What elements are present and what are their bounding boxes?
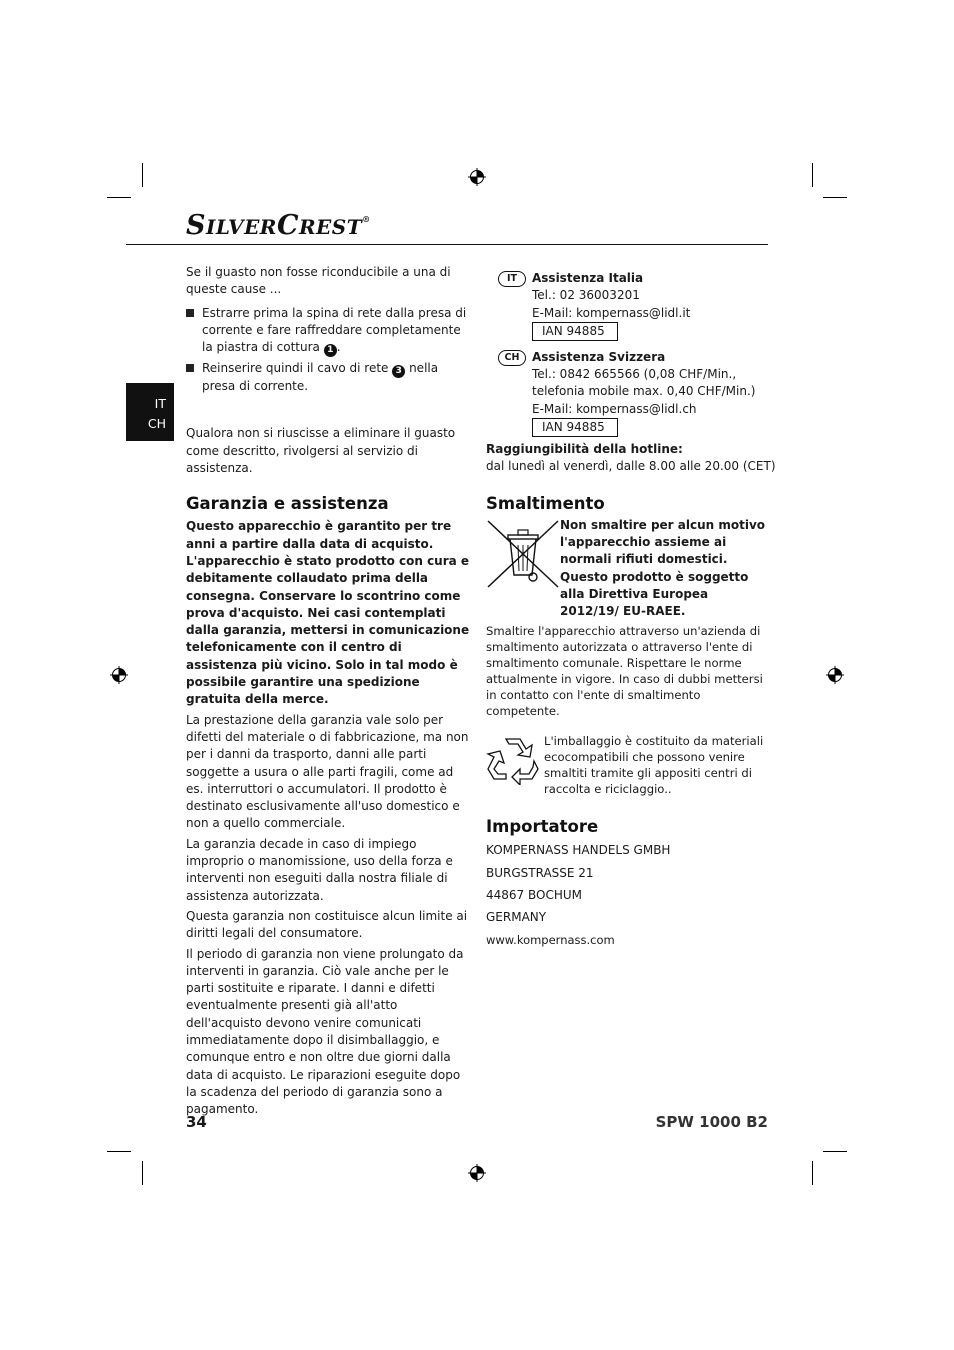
country-badge-ch: CH <box>498 350 526 366</box>
service-italy-email: E-Mail: kompernass@lidl.it <box>532 305 691 320</box>
crop-mark <box>823 1151 847 1152</box>
bullet-square-icon <box>186 309 194 317</box>
importer-city: 44867 BOCHUM <box>486 888 582 903</box>
warranty-paragraph: La garanzia decade in caso di impiego improprio o manomissione, uso della forza e interventi non eseguiti dalla nostra filiale di assistenza autorizzata. <box>186 836 453 903</box>
troubleshoot-intro: Se il guasto non fosse riconducibile a una di queste cause ... <box>186 265 451 297</box>
importer-heading: Importatore <box>486 817 599 837</box>
language-tab-it: IT <box>154 396 166 411</box>
part-number-badge: 1 <box>324 344 337 357</box>
registration-mark-icon <box>826 666 844 684</box>
left-column <box>186 264 470 1118</box>
crop-mark <box>142 1161 143 1185</box>
crop-mark <box>812 1161 813 1185</box>
ian-box: IAN 94885 <box>532 418 618 437</box>
disposal-text: Smaltire l'apparecchio attraverso un'azienda di smaltimento autorizzata o attraverso l'ente di smaltimento comunale. Rispettare le norme attualmente in vigore. In caso di dubbi mettersi in contatto con l'ente di smaltimento competente. <box>486 624 763 719</box>
hotline-hours: dal lunedì al venerdì, dalle 8.00 alle 20.00 (CET) <box>486 459 776 474</box>
warranty-paragraph: Questa garanzia non costituisce alcun limite ai diritti legali del consumatore. <box>186 908 468 941</box>
service-italy-title: Assistenza Italia <box>532 271 644 285</box>
list-item: Reinserire quindi il cavo di rete 3 nella presa di corrente. <box>186 360 470 395</box>
warranty-paragraph: Il periodo di garanzia non viene prolungato da interventi in garanzia. Ciò vale anche per le parti sostituite e riparate. I danni e difetti eventualmente presenti già all'atto dell'acquisto devono venire comunicati immediatamente dopo il disimballaggio, e comunque entro e non oltre due giorni dalla data di acquisto. Le riparazioni eseguite dopo la scadenza del periodo di garanzia sono a pagamento. <box>186 946 464 1117</box>
bullet-square-icon <box>186 364 194 372</box>
importer-company: KOMPERNASS HANDELS GMBH <box>486 843 671 858</box>
importer-country: GERMANY <box>486 910 547 925</box>
troubleshoot-closing: Qualora non si riuscisse a eliminare il guasto come descritto, rivolgersi al servizio di assistenza. <box>186 426 456 476</box>
service-switzerland <box>486 349 776 437</box>
service-switzerland-email: E-Mail: kompernass@lidl.ch <box>532 401 697 416</box>
warranty-intro: Questo apparecchio è garantito per tre anni a partire dalla data di acquisto. L'apparecchio è stato prodotto con cura e debitamente collaudato prima della consegna. Conservare lo scontrino come prova d'acquisto. Nei casi contemplati dalla garanzia, mettersi in comunicazione telefonicamente con il centro di assistenza più vicino. Solo in tal modo è possibile garantire una spedizione gratuita della merce. <box>186 519 470 707</box>
crop-mark <box>812 163 813 187</box>
registration-mark-icon <box>468 1164 486 1182</box>
crop-mark <box>142 163 143 187</box>
warranty-paragraph: La prestazione della garanzia vale solo per difetti del materiale o di fabbricazione, ma non per i danni da trasporto, danni alle parti soggette a usura o alle parti fragili, come ad es. interruttori o accumulatori. Il prodotto è destinato esclusivamente all'uso domestico e non a quello commerciale. <box>186 712 469 831</box>
service-switzerland-phone: Tel.: 0842 665566 (0,08 CHF/Min., <box>532 367 737 382</box>
registration-mark-icon <box>110 666 128 684</box>
service-switzerland-title: Assistenza Svizzera <box>532 349 666 364</box>
crop-mark <box>107 197 131 198</box>
warranty-heading: Garanzia e assistenza <box>186 494 389 514</box>
header-rule <box>126 244 768 245</box>
packaging-text: L'imballaggio è costituito da materiali ecocompatibili che possono venire smaltiti tramite gli appositi centri di raccolta e riciclaggio.. <box>544 734 764 797</box>
recycle-icon <box>486 735 540 785</box>
disposal-notice <box>486 517 766 621</box>
disposal-warning: Non smaltire per alcun motivo l'apparecchio assieme ai normali rifiuti domestici. Questo prodotto è soggetto alla Direttiva Europea 2012/19/ EU-RAEE. <box>560 517 766 619</box>
language-tab-ch: CH <box>147 416 166 431</box>
crop-mark <box>823 197 847 198</box>
packaging-notice <box>486 733 768 797</box>
hotline-title: Raggiungibilità della hotline: <box>486 442 683 457</box>
service-italy <box>486 270 776 341</box>
importer-website: www.kompernass.com <box>486 932 615 947</box>
service-switzerland-phone-mobile: telefonia mobile max. 0,40 CHF/Min.) <box>532 384 756 399</box>
ian-box: IAN 94885 <box>532 322 618 341</box>
importer-street: BURGSTRASSE 21 <box>486 865 594 880</box>
service-italy-phone: Tel.: 02 36003201 <box>532 288 640 303</box>
page-number: 34 <box>186 1113 207 1131</box>
crossed-bin-icon <box>486 519 560 589</box>
list-item: Estrarre prima la spina di rete dalla presa di corrente e fare raffreddare completamente la piastra di cottura 1 . <box>186 305 470 358</box>
brand-logo: SILVERCREST® <box>186 210 371 241</box>
right-column <box>486 270 776 949</box>
model-number: SPW 1000 B2 <box>655 1113 768 1131</box>
part-number-badge: 3 <box>392 365 405 378</box>
disposal-heading: Smaltimento <box>486 493 605 513</box>
crop-mark <box>107 1151 131 1152</box>
language-tab <box>126 383 174 441</box>
country-badge-it: IT <box>498 271 526 287</box>
registration-mark-icon <box>468 168 486 186</box>
